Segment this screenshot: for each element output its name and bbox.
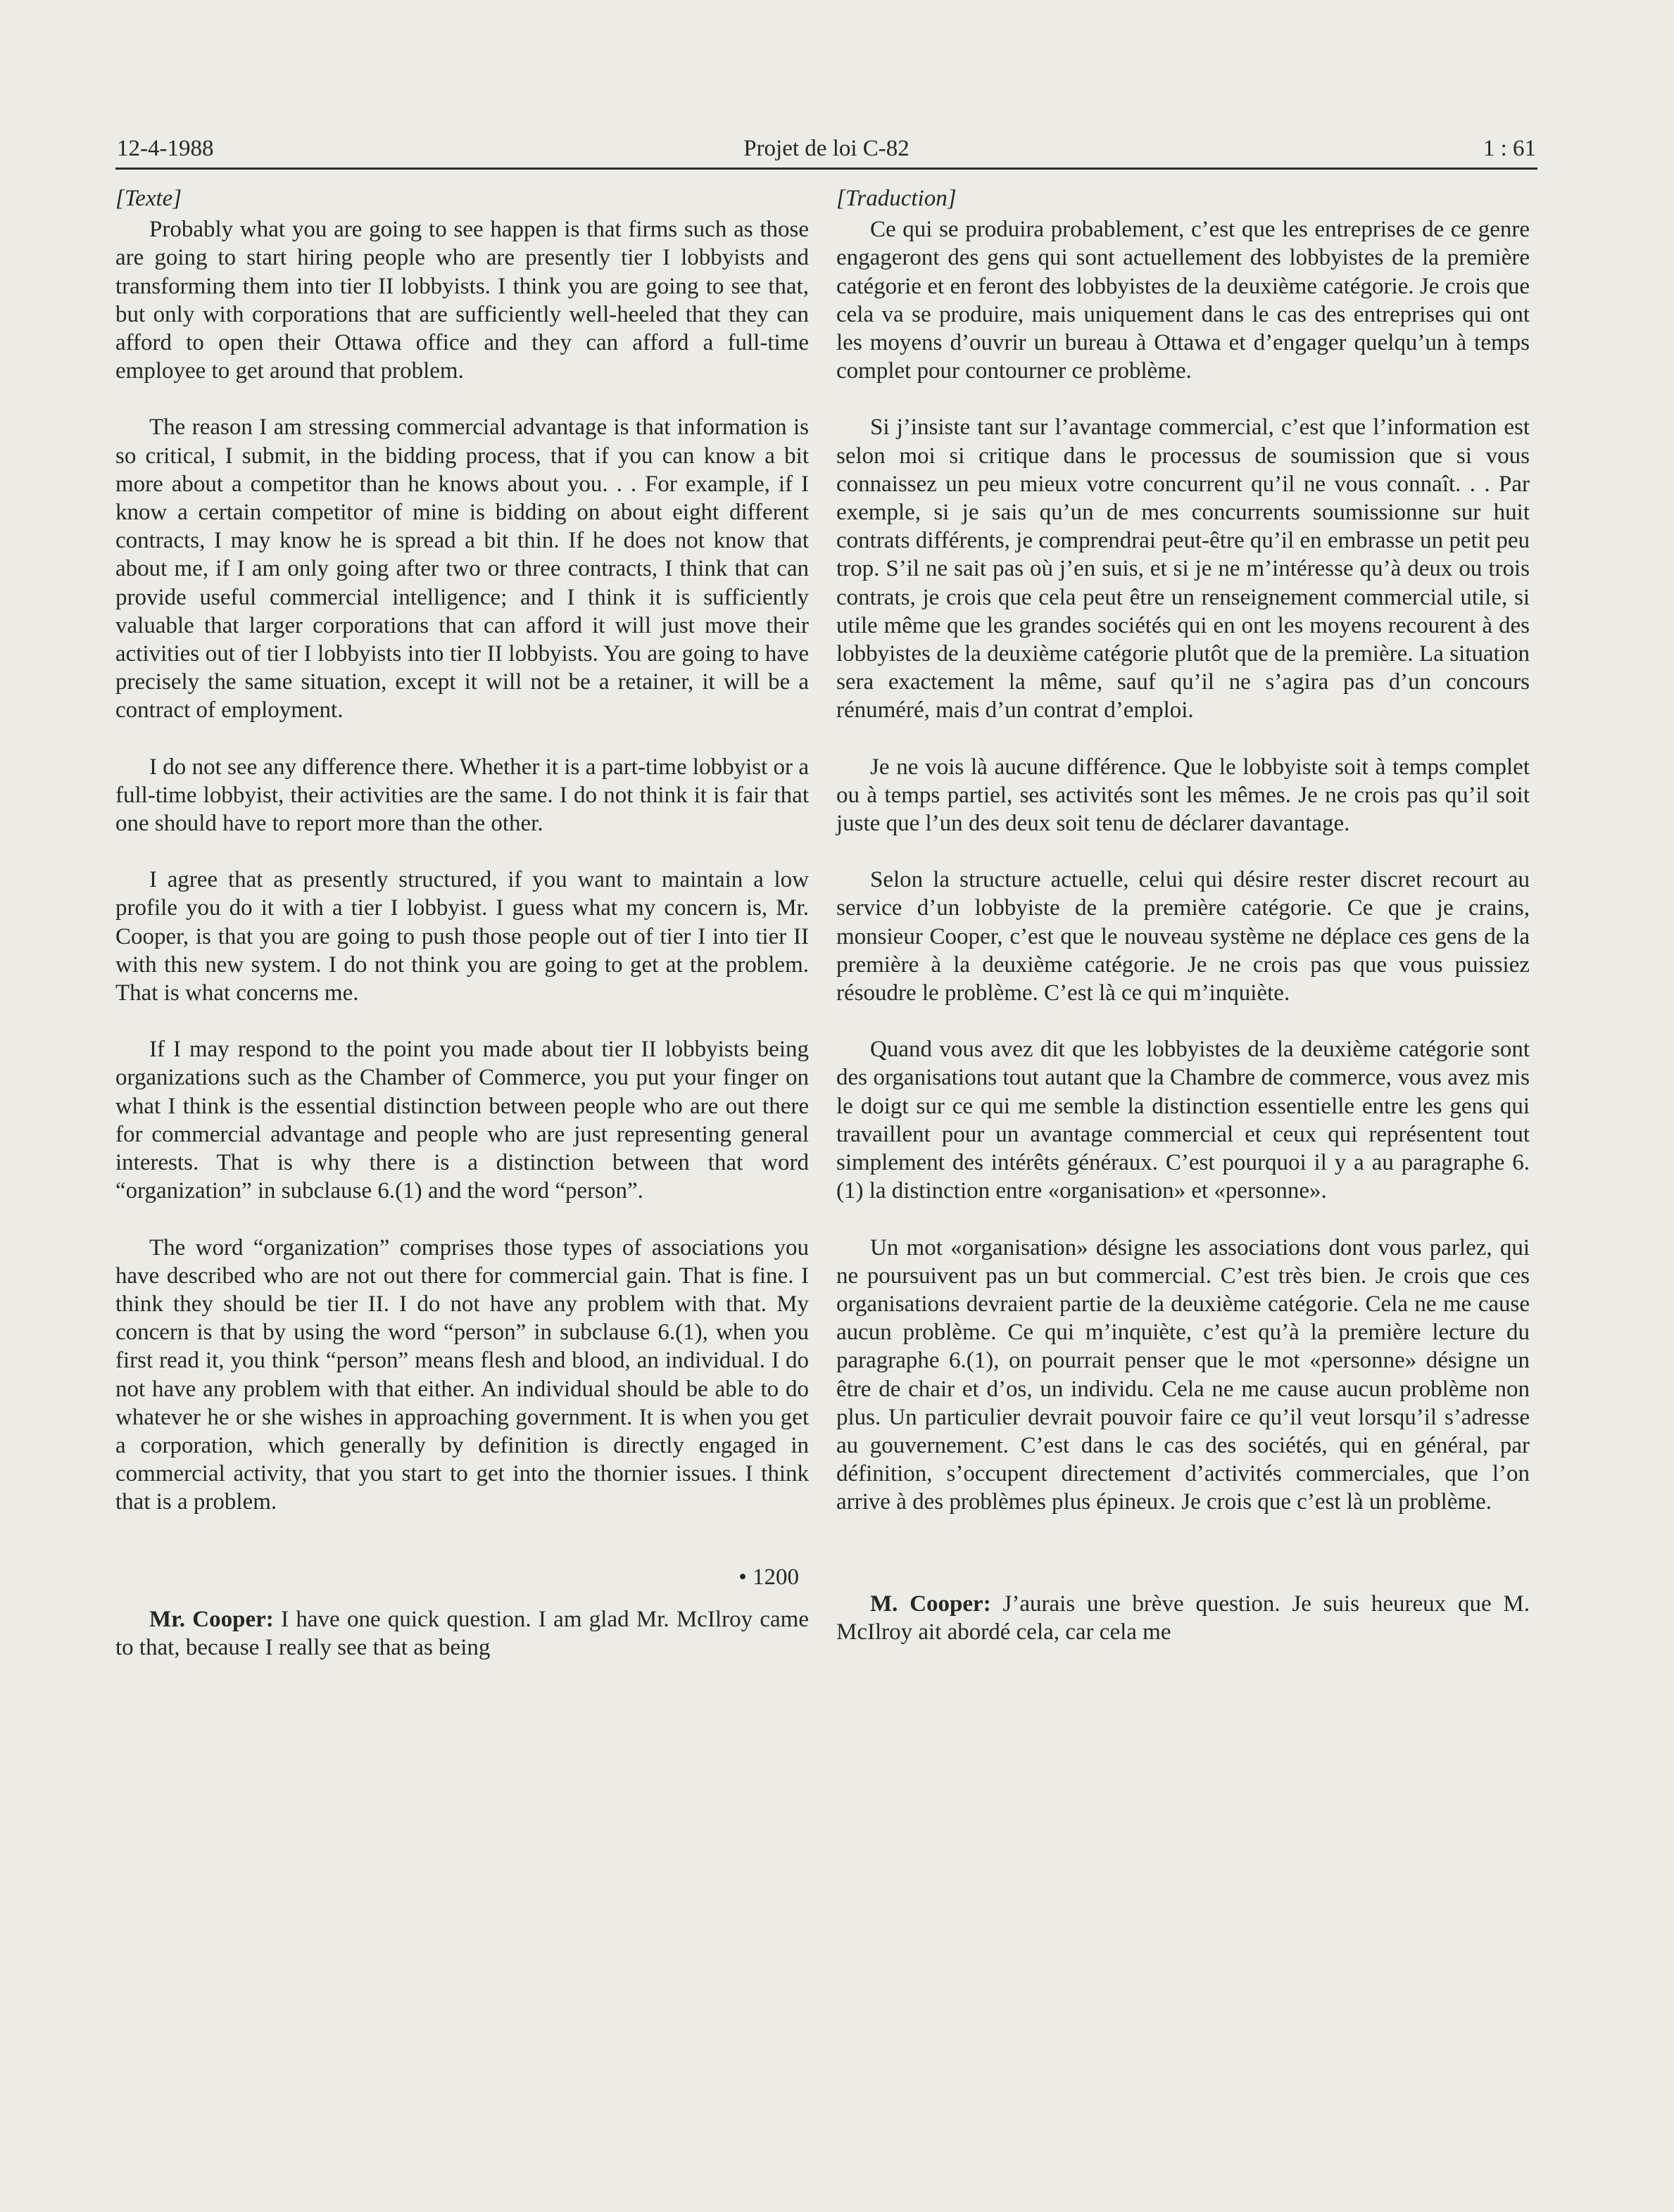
- paragraph: I agree that as presently structured, if you want to maintain a low profile you do it with a tier I lobbyist. I guess what my concern is, Mr. Cooper, is that you are going to push those people out of tier I into tier II with this new system. I do not think you are going to get at the problem. That is what concerns me.: [115, 867, 809, 1006]
- paragraph: The word “organization” comprises those types of associations you have described who are not out there for commercial gain. That is fine. I think they should be tier II. I do not have any problem with that. My concern is that by using the word “person” in subclause 6.(1), when you first read it, you think “person” means flesh and blood, an individual. I do not have any problem with that either. An individual should be able to do whatever he or she wishes in approaching government. It is when you get a corporation, which generally by definition is directly engaged in commercial activity, that you start to get into the thornier issues. I think that is a problem.: [115, 1234, 809, 1515]
- column-label-traduction: [Traduction]: [836, 186, 957, 211]
- paragraph: Selon la structure actuelle, celui qui désire rester discret recourt au service d’un lobbyiste de la première catégorie. Ce que je crains, monsieur Cooper, c’est que le nouveau système ne déplace ces gens de la première à la deuxième catégorie. Je ne crois pas que vous puissiez résoudre le problème. C’est là ce qui m’inquiète.: [836, 867, 1530, 1006]
- column-label-texte: [Texte]: [115, 186, 182, 211]
- speaker-name: M. Cooper:: [870, 1591, 991, 1617]
- speaker-paragraph: [115, 1605, 809, 1662]
- french-column: [836, 184, 1530, 1674]
- header-title: Projet de loi C-82: [743, 136, 910, 161]
- paragraph: Si j’insiste tant sur l’avantage commercial, c’est que l’information est selon moi si critique dans le processus de soumission que si vous connaissez un peu mieux votre concurrent qu’il ne vous connaît. . . Par exemple, si je sais qu’un de mes concurrents soumissionne sur huit contrats différents, je comprendrai peut-être qu’il en embrasse un petit peu trop. S’il ne sait pas où j’en suis, et si je ne m’intéresse qu’à deux ou trois contrats, je crois que cela peut être un renseignement commercial utile, si utile même que les grandes sociétés qui en ont les moyens recourent à des lobbyistes de la deuxième catégorie plutôt que de la première. La situation sera exactement la même, sauf qu’il ne s’agira pas d’un concours rénuméré, mais d’un contrat d’emploi.: [836, 415, 1530, 723]
- english-column: [115, 184, 809, 1690]
- speaker-paragraph: [836, 1590, 1530, 1646]
- paragraph: Quand vous avez dit que les lobbyistes de la deuxième catégorie sont des organisations tout autant que la Chambre de commerce, vous avez mis le doigt sur ce qui me semble la distinction essentielle entre les gens qui travaillent pour un avantage commercial et ceux qui représentent tout simplement des intérêts généraux. C’est pourquoi il y a au paragraphe 6.(1) la distinction entre «organisation» et «personne».: [836, 1037, 1530, 1204]
- header-date: 12-4-1988: [117, 136, 214, 161]
- time-marker: • 1200: [738, 1564, 799, 1590]
- speaker-text: J’aurais une brève question. Je suis heureux que M. McIlroy ait abordé cela, car cela me: [836, 1591, 1530, 1645]
- paragraph: If I may respond to the point you made about tier II lobbyists being organizations such as the Chamber of Commerce, you put your finger on what I think is the essential distinction between people who are out there for commercial advantage and people who are just representing general interests. That is why there is a distinction between that word “organization” in subclause 6.(1) and the word “person”.: [115, 1037, 809, 1204]
- speaker-name: Mr. Cooper:: [149, 1606, 274, 1632]
- paragraph: Probably what you are going to see happen is that firms such as those are going to start hiring people who are presently tier I lobbyists and transforming them into tier II lobbyists. I think you are going to see that, but only with corporations that are sufficiently well-heeled that they can afford to open their Ottawa office and they can afford a full-time employee to get around that problem.: [115, 217, 809, 384]
- paragraph: The reason I am stressing commercial advantage is that information is so critical, I submit, in the bidding process, that if you can know a bit more about a competitor than he knows about you. . . For example, if I know a certain competitor of mine is bidding on about eight different contracts, I may know he is spread a bit thin. If he does not know that about me, if I am only going after two or three contracts, I think that can provide useful commercial intelligence; and I think it is sufficiently valuable that larger corporations that can afford it will just move their activities out of tier I lobbyists into tier II lobbyists. You are going to have precisely the same situation, except it will not be a retainer, it will be a contract of employment.: [115, 415, 809, 723]
- page-header: [115, 132, 1537, 170]
- paragraph: Un mot «organisation» désigne les associations dont vous parlez, qui ne poursuivent pas un but commercial. C’est très bien. Je crois que ces organisations devraient partie de la deuxième catégorie. Cela ne me cause aucun problème. Ce qui m’inquiète, c’est qu’à la première lecture du paragraphe 6.(1), on pourrait penser que le mot «personne» désigne un être de chair et d’os, un individu. Cela ne me cause aucun problème non plus. Un particulier devrait pouvoir faire ce qu’il veut lorsqu’il s’adresse au gouvernement. C’est dans le cas des sociétés, qui en général, par définition, s’occupent directement d’activités commerciales, que l’on arrive à des problèmes plus épineux. Je crois que c’est là un problème.: [836, 1234, 1530, 1515]
- paragraph: I do not see any difference there. Whether it is a part-time lobbyist or a full-time lobbyist, their activities are the same. I do not think it is fair that one should have to report more than the other.: [115, 754, 809, 837]
- paragraph: Je ne vois là aucune différence. Que le lobbyiste soit à temps complet ou à temps partiel, ses activités sont les mêmes. Je ne crois pas qu’il soit juste que l’un des deux soit tenu de déclarer davantage.: [836, 754, 1530, 837]
- paragraph: Ce qui se produira probablement, c’est que les entreprises de ce genre engageront des gens qui sont actuellement des lobbyistes de la première catégorie et en feront des lobbyistes de la deuxième catégorie. Je crois que cela va se produire, mais uniquement dans le cas des entreprises qui ont les moyens d’ouvrir un bureau à Ottawa et d’engager quelqu’un à temps complet pour contourner ce problème.: [836, 217, 1530, 384]
- speaker-text: I have one quick question. I am glad Mr. McIlroy came to that, because I really see that as being: [115, 1606, 809, 1660]
- header-page-number: 1 : 61: [1483, 136, 1536, 161]
